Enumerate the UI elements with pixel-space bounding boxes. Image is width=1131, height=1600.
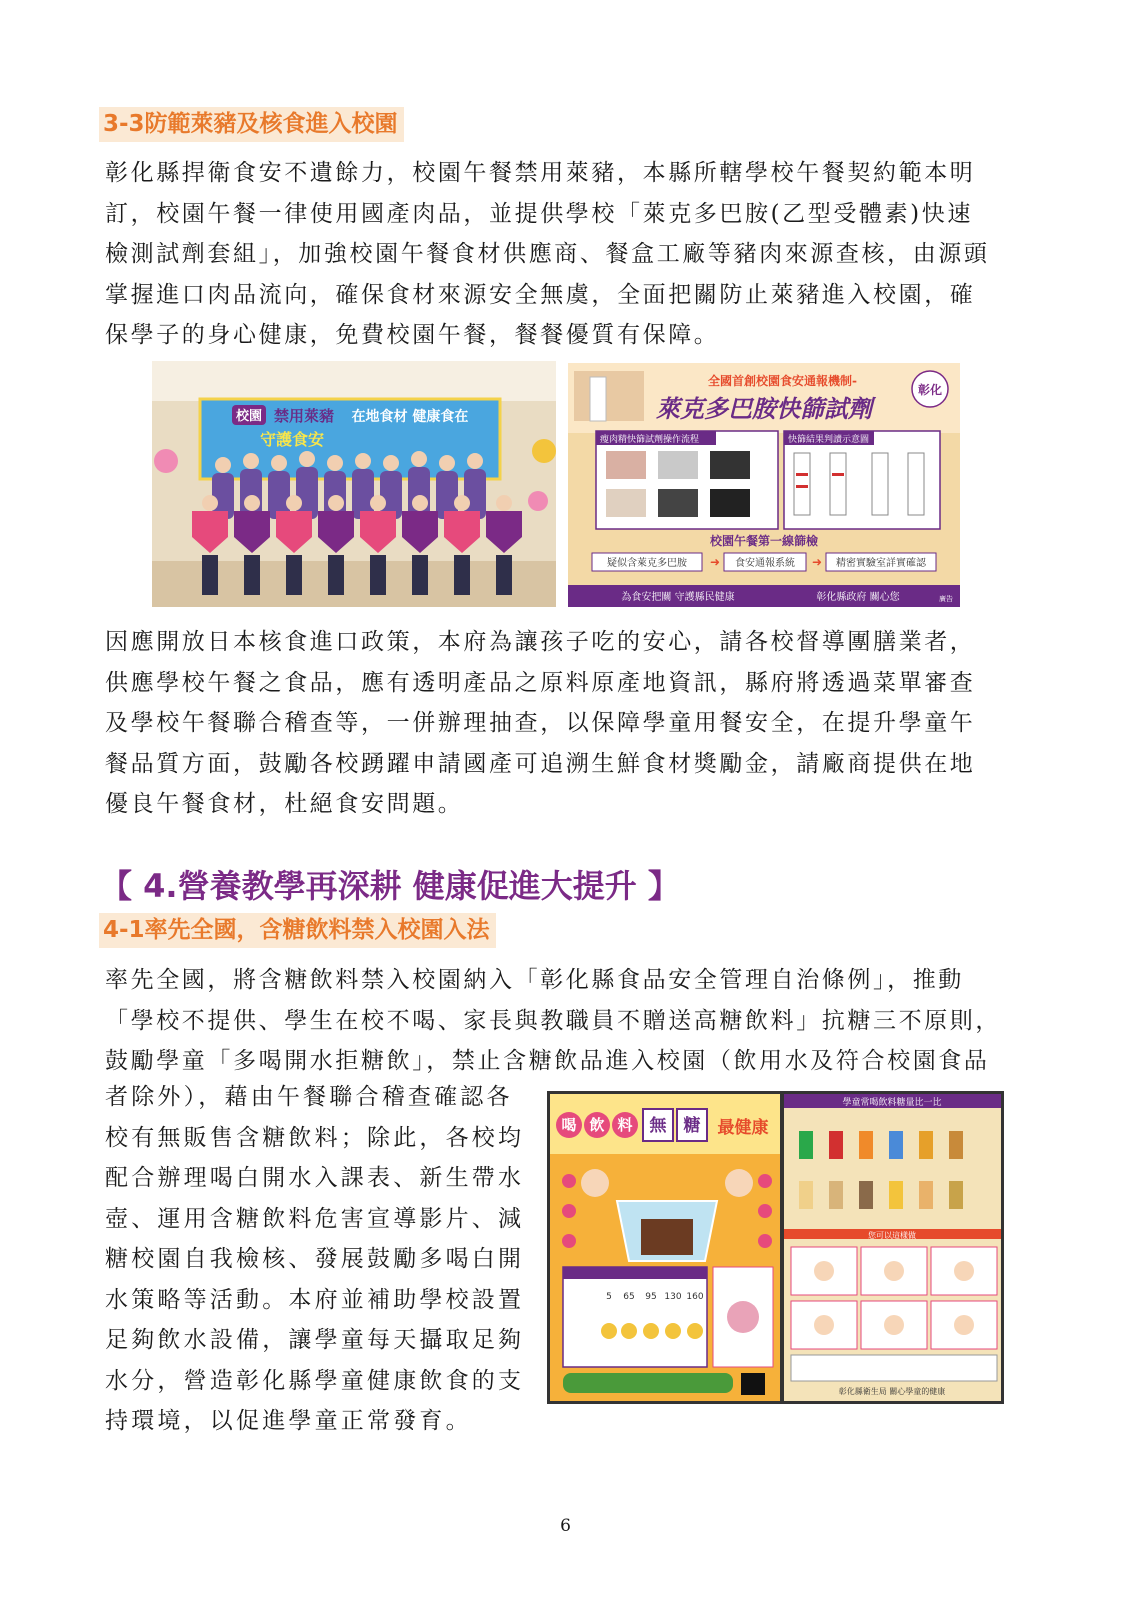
poster-logo-text: 彰化 <box>917 383 943 397</box>
poster-right-mid-title: 您可以這樣做 <box>868 1231 916 1240</box>
banner-text-2: 禁用萊豬 <box>273 407 335 425</box>
section-heading-3-3: 3-3防範萊豬及核食進入校園 <box>99 107 404 142</box>
text-line: 「學校不提供、學生在校不喝、家長與教職員不贈送高糖飲料」抗糖三不原則， <box>105 1007 1001 1034</box>
poster-char-5: 糖 <box>683 1116 701 1136</box>
poster-char-6: 最健康 <box>717 1118 769 1138</box>
poster-flow-step-3: 精密實驗室詳實確認 <box>836 558 926 569</box>
text-line: 掌握進口肉品流向，確保食材來源安全無虞，全面把關防止萊豬進入校園，確 <box>105 281 976 308</box>
group-photo-illustration <box>152 361 556 607</box>
text-line: 鼓勵學童「多喝開水拒糖飲」，禁止含糖飲品進入校園（飲用水及符合校園食品 <box>105 1048 990 1074</box>
page-number: 6 <box>560 1516 571 1536</box>
text-line: 因應開放日本核食進口政策，本府為讓孩子吃的安心，請各校督導團膳業者， <box>105 629 976 655</box>
banner-text-4: 守護食安 <box>259 430 325 449</box>
text-line: 水分，營造彰化縣學童健康飲食的支 <box>105 1367 525 1394</box>
banner-text-1: 校園 <box>235 409 263 424</box>
poster-box2-title: 快篩結果判讀示意圖 <box>788 435 870 445</box>
text-line: 彰化縣捍衛食安不遺餘力，校園午餐禁用萊豬，本縣所轄學校午餐契約範本明 <box>105 160 976 186</box>
sugar-value: 160 <box>686 1292 704 1302</box>
section-heading-4-1: 4-1率先全國，含糖飲料禁入校園入法 <box>99 913 496 948</box>
text-line: 壺、運用含糖飲料危害宣導影片、減 <box>105 1205 525 1232</box>
poster-footer-right: 彰化縣政府 關心您 <box>816 592 900 603</box>
sugar-value: 95 <box>645 1292 657 1302</box>
poster-char-3: 料 <box>617 1116 633 1134</box>
chapter-title-4: 【 4.營養教學再深耕 健康促進大提升 】 <box>100 867 680 905</box>
text-line: 糖校園自我檢核、發展鼓勵多喝白開 <box>105 1246 525 1272</box>
poster-footer-left: 為食安把關 守護縣民健康 <box>621 592 735 603</box>
banner-text-3: 在地食材 健康食在 <box>351 409 469 425</box>
sugar-free-poster <box>547 1091 1004 1404</box>
ractopamine-poster-illustration <box>568 363 960 607</box>
text-line: 率先全國，將含糖飲料禁入校園納入「彰化縣食品安全管理自治條例」，推動 <box>105 967 964 993</box>
text-line: 保學子的身心健康，免費校園午餐，餐餐優質有保障。 <box>105 322 720 348</box>
text-line: 及學校午餐聯合稽查等，一併辦理抽查，以保障學童用餐安全，在提升學童午 <box>105 710 976 736</box>
text-line: 訂，校園午餐一律使用國產肉品，並提供學校「萊克多巴胺(乙型受體素)快速 <box>105 200 973 227</box>
poster-mid-label: 校園午餐第一線篩檢 <box>709 534 819 548</box>
ractopamine-poster <box>568 363 960 607</box>
sugar-value: 5 <box>606 1292 612 1302</box>
sugar-value: 65 <box>623 1292 635 1302</box>
text-line: 配合辦理喝白開水入課表、新生帶水 <box>105 1165 525 1191</box>
text-line: 檢測試劑套組」，加強校園午餐食材供應商、餐盒工廠等豬肉來源查核，由源頭 <box>105 241 990 267</box>
poster-box1-title: 瘦肉精快篩試劑操作流程 <box>600 435 700 445</box>
sugar-free-poster-illustration <box>547 1091 1004 1404</box>
text-line: 持環境，以促進學童正常發育。 <box>105 1408 472 1434</box>
poster-right-title: 學童常喝飲料糖量比一比 <box>842 1098 942 1108</box>
poster-footer: 彰化縣衛生局 關心學童的健康 <box>838 1387 946 1396</box>
poster-flow-step-1: 疑似含萊克多巴胺 <box>607 558 687 569</box>
group-photo <box>152 361 556 607</box>
paragraph-4-1-intro <box>105 960 1001 1082</box>
text-line: 供應學校午餐之食品，應有透明產品之原料原產地資訊，縣府將透過菜單審查 <box>105 669 976 696</box>
poster-char-4: 無 <box>649 1116 667 1136</box>
paragraph-3-3-nuclear <box>105 622 975 825</box>
text-line: 優良午餐食材，杜絕食安問題。 <box>105 791 464 817</box>
poster-main-title: 萊克多巴胺快篩試劑 <box>656 395 872 423</box>
poster-char-2: 飲 <box>589 1116 605 1134</box>
svg-text:➜: ➜ <box>812 555 823 569</box>
text-line: 校有無販售含糖飲料；除此，各校均 <box>105 1124 525 1151</box>
paragraph-4-1-body <box>105 1077 524 1442</box>
text-line: 足夠飲水設備，讓學童每天攝取足夠 <box>105 1327 525 1353</box>
poster-char-1: 喝 <box>561 1116 577 1134</box>
paragraph-3-3-intro <box>105 153 990 356</box>
text-line: 餐品質方面，鼓勵各校踴躍申請國產可追溯生鮮食材獎勵金，請廠商提供在地 <box>105 750 976 777</box>
sugar-value: 130 <box>664 1292 682 1302</box>
svg-text:➜: ➜ <box>710 555 721 569</box>
poster-top-line: 全國首創校園食安通報機制- <box>708 374 857 388</box>
poster-footer-tag: 廣告 <box>939 595 953 603</box>
poster-flow-step-2: 食安通報系統 <box>735 558 795 569</box>
text-line: 水策略等活動。本府並補助學校設置 <box>105 1286 525 1313</box>
text-line: 者除外），藉由午餐聯合稽查確認各 <box>105 1084 513 1110</box>
